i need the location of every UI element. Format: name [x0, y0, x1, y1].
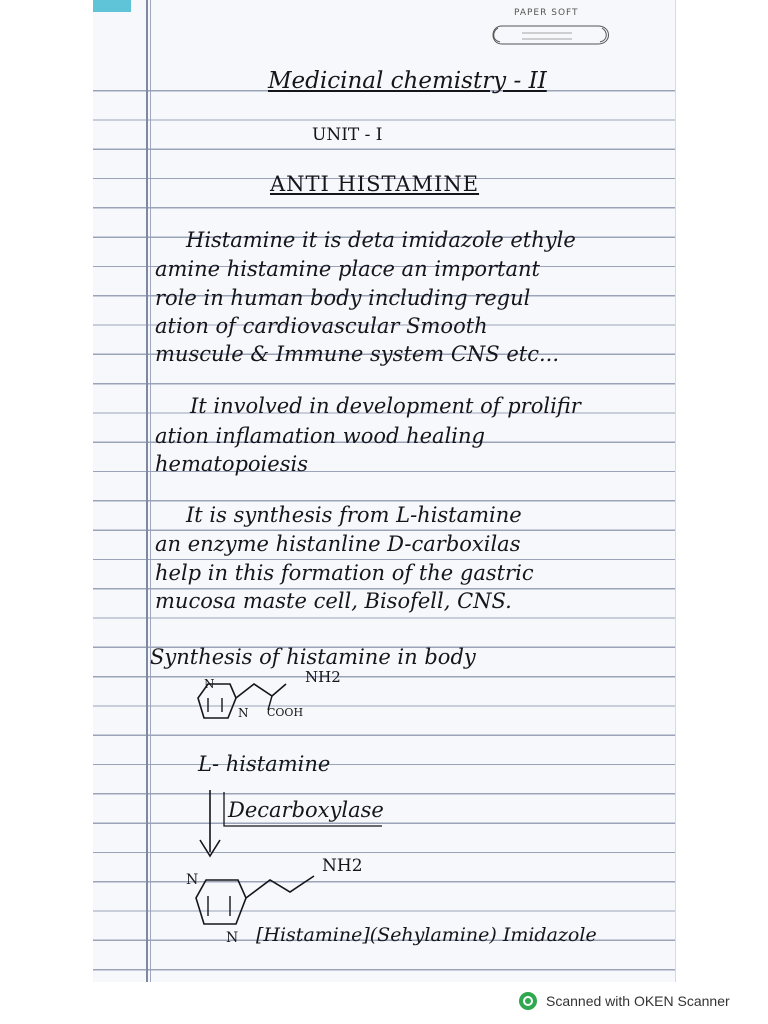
structure2-amine: NH2 — [322, 856, 363, 876]
notes-unit: UNIT - I — [312, 125, 383, 145]
scanner-watermark — [518, 991, 730, 1011]
paragraph1-line: amine histamine place an important — [155, 257, 540, 281]
enzyme-label: Decarboxylase — [228, 798, 384, 822]
notes-heading: ANTI HISTAMINE — [270, 172, 480, 196]
notebook-brand-box — [488, 8, 614, 52]
page-corner — [93, 0, 131, 12]
paragraph1-line: role in human body including regul — [155, 286, 531, 310]
brand-name: PAPER SOFT — [514, 8, 579, 18]
paragraph1-line: Histamine it is deta imidazole ethyle — [186, 228, 576, 252]
notes-title: Medicinal chemistry - II — [268, 68, 547, 94]
margin-line — [146, 0, 148, 982]
structure1-n-ring: N — [238, 706, 249, 720]
structure1-amine: NH2 — [305, 668, 341, 686]
structure2-n-top: N — [186, 872, 199, 888]
paragraph3-line: It is synthesis from L-histamine — [186, 503, 522, 527]
paragraph2-line: hematopoiesis — [155, 452, 308, 476]
paragraph1-line: muscule & Immune system CNS etc... — [155, 342, 559, 366]
structure1-n-top: N — [204, 677, 215, 691]
structure1-acid: COOH — [267, 706, 304, 719]
paragraph2-line: ation inflamation wood healing — [155, 424, 485, 448]
margin-line-inner — [150, 0, 151, 982]
paragraph3-line: help in this formation of the gastric — [155, 561, 534, 585]
paragraph3-line: mucosa maste cell, Bisofell, CNS. — [155, 589, 512, 613]
paragraph1-line: ation of cardiovascular Smooth — [155, 314, 488, 338]
structure2-n-bottom: N — [226, 930, 239, 946]
paragraph2-line: It involved in development of prolifir — [190, 394, 581, 418]
synthesis-heading: Synthesis of histamine in body — [150, 645, 476, 669]
scanner-text: Scanned with OKEN Scanner — [546, 993, 730, 1009]
l-histamine-label: L- histamine — [198, 752, 331, 776]
paragraph3-line: an enzyme histanline D-carboxilas — [155, 532, 521, 556]
product-caption: [Histamine](Sehylamine) Imidazole — [256, 924, 597, 946]
scanner-logo-icon — [518, 991, 538, 1011]
